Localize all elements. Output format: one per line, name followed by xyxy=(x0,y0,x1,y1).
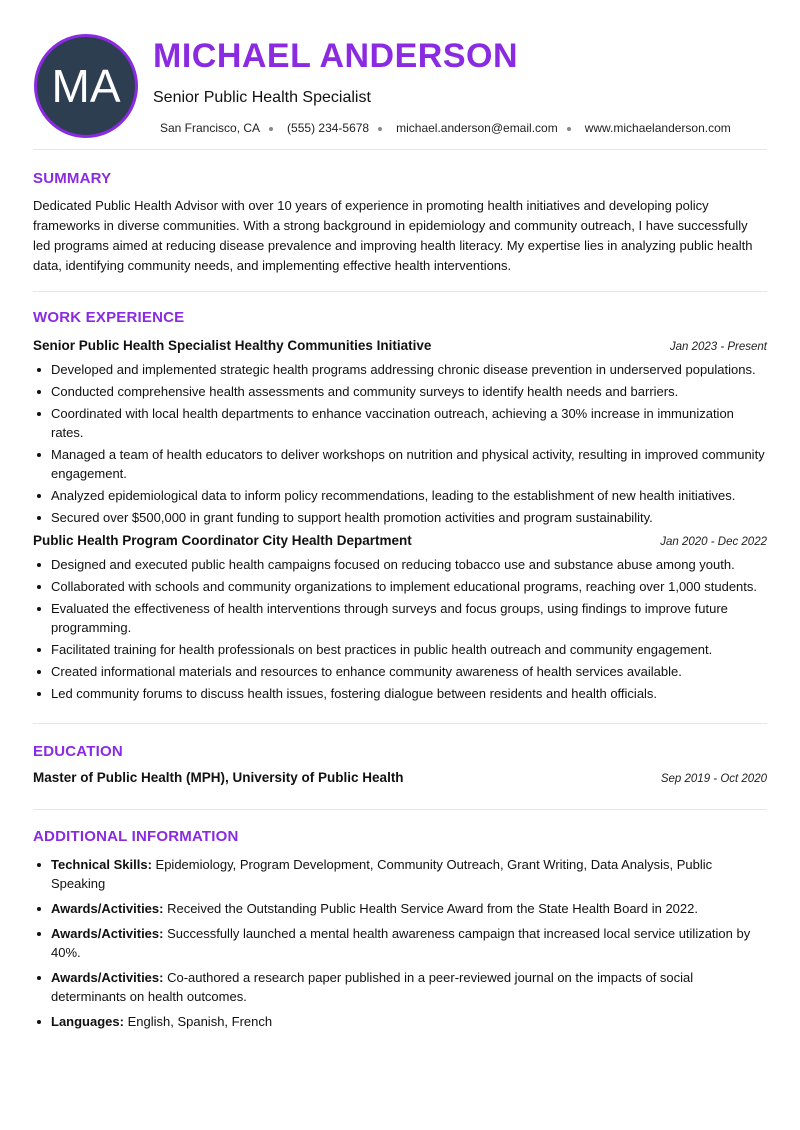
education-section xyxy=(33,724,767,810)
section-title-additional-information: ADDITIONAL INFORMATION xyxy=(33,828,239,845)
additional-information-section xyxy=(33,810,767,1031)
list-item xyxy=(33,1012,767,1031)
item-label: Awards/Activities: xyxy=(51,901,164,916)
job-header xyxy=(33,533,767,548)
item-label: Awards/Activities: xyxy=(51,926,164,941)
job-bullets xyxy=(33,360,767,527)
separator-dot-icon xyxy=(378,127,382,131)
job-title: Senior Public Health Specialist xyxy=(153,89,371,106)
list-item: Conducted comprehensive health assessments and community surveys to identify health needs and barriers. xyxy=(33,382,767,401)
job-entry xyxy=(33,533,767,703)
resume-header xyxy=(33,0,767,150)
item-label: Awards/Activities: xyxy=(51,970,164,985)
job-date: Jan 2020 - Dec 2022 xyxy=(660,536,767,548)
list-item: Designed and executed public health campaigns focused on reducing tobacco use and substance abuse among youth. xyxy=(33,555,767,574)
item-text: English, Spanish, French xyxy=(123,1014,273,1029)
list-item: Coordinated with local health departments to enhance vaccination outreach, achieving a 30% increase in immunization rates. xyxy=(33,404,767,442)
list-item: Secured over $500,000 in grant funding to support health promotion activities and program sustainability. xyxy=(33,508,767,527)
item-text: Epidemiology, Program Development, Community Outreach, Grant Writing, Data Analysis, Public Speaking xyxy=(51,857,713,891)
item-text: Successfully launched a mental health awareness campaign that increased local service utilization by 40%. xyxy=(51,926,751,960)
contact-location: San Francisco, CA xyxy=(160,121,261,135)
section-title-education: EDUCATION xyxy=(33,743,123,760)
candidate-name: MICHAEL ANDERSON xyxy=(153,37,519,75)
list-item: Led community forums to discuss health issues, fostering dialogue between residents and health officials. xyxy=(33,684,767,703)
separator-dot-icon xyxy=(567,127,571,131)
job-bullets xyxy=(33,555,767,703)
list-item: Collaborated with schools and community organizations to implement educational programs, reaching over 1,000 students. xyxy=(33,577,767,596)
education-date: Sep 2019 - Oct 2020 xyxy=(660,773,767,785)
list-item: Managed a team of health educators to deliver workshops on nutrition and physical activity, resulting in improved community engagement. xyxy=(33,445,767,483)
list-item xyxy=(33,924,767,962)
list-item: Created informational materials and resources to enhance community awareness of health services available. xyxy=(33,662,767,681)
section-title-summary: SUMMARY xyxy=(33,170,112,187)
item-text: Co-authored a research paper published in a peer-reviewed journal on the impacts of social determinants on health outcomes. xyxy=(51,970,694,1004)
separator-dot-icon xyxy=(269,127,273,131)
job-entry xyxy=(33,338,767,527)
job-header xyxy=(33,338,767,353)
contact-website[interactable]: www.michaelanderson.com xyxy=(584,121,731,135)
list-item: Analyzed epidemiological data to inform policy recommendations, leading to the establishment of new health initiatives. xyxy=(33,486,767,505)
contact-phone: (555) 234-5678 xyxy=(287,121,370,135)
summary-text: Dedicated Public Health Advisor with over 10 years of experience in promoting health initiatives and developing policy frameworks in diverse communities. With a strong background in epidemiology and community outreach, I have successfully led programs aimed at reducing disease prevalence and improving health literacy. My expertise lies in analyzing public health data, identifying community needs, and implementing effective health interventions. xyxy=(33,198,753,273)
avatar xyxy=(34,34,138,138)
list-item xyxy=(33,968,767,1006)
degree: Master of Public Health (MPH), University of Public Health xyxy=(33,770,404,785)
list-item: Evaluated the effectiveness of health interventions through surveys and focus groups, using findings to improve future programming. xyxy=(33,599,767,637)
item-text: Received the Outstanding Public Health Service Award from the State Health Board in 2022. xyxy=(163,901,698,916)
section-title-work-experience: WORK EXPERIENCE xyxy=(33,309,185,326)
avatar-initials: MA xyxy=(51,60,121,112)
item-label: Technical Skills: xyxy=(51,857,152,872)
list-item: Developed and implemented strategic health programs addressing chronic disease prevention in underserved populations. xyxy=(33,360,767,379)
summary-section xyxy=(33,150,767,292)
additional-list xyxy=(33,855,767,1031)
contact-email[interactable]: michael.anderson@email.com xyxy=(396,121,558,135)
job-role: Senior Public Health Specialist Healthy Communities Initiative xyxy=(33,338,432,353)
list-item xyxy=(33,899,767,918)
job-date: Jan 2023 - Present xyxy=(669,341,767,353)
item-label: Languages: xyxy=(51,1014,124,1029)
work-experience-section xyxy=(33,292,767,724)
contact-info xyxy=(160,121,731,135)
list-item xyxy=(33,855,767,893)
education-entry xyxy=(33,770,767,785)
job-role: Public Health Program Coordinator City Health Department xyxy=(33,533,412,548)
list-item: Facilitated training for health professionals on best practices in public health outreach and community engagement. xyxy=(33,640,767,659)
